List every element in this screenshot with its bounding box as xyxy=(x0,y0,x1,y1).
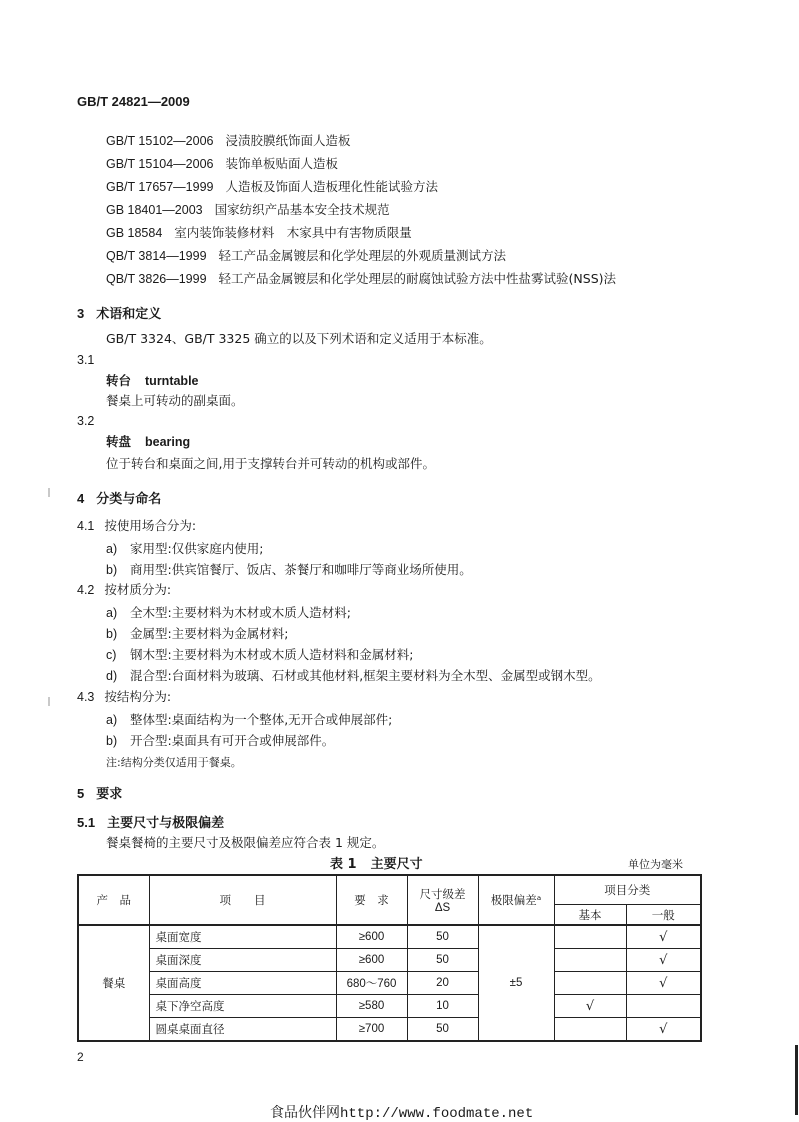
section-intro: GB/T 3324、GB/T 3325 确立的以及下列术语和定义适用于本标准。 xyxy=(106,331,492,346)
list-text: 金属型:主要材料为金属材料; xyxy=(130,626,289,641)
note-text: 注:结构分类仅适用于餐桌。 xyxy=(106,756,242,769)
reference-code: GB/T 17657—1999 xyxy=(106,180,214,194)
subclause-heading xyxy=(77,580,171,598)
clause-title: 按使用场合分为: xyxy=(104,518,197,533)
reference-title: 国家纺织产品基本安全技术规范 xyxy=(214,202,390,217)
reference-item xyxy=(106,177,438,195)
grade-cell: 10 xyxy=(407,995,478,1018)
footer-site-name: 食品伙伴网 xyxy=(270,1105,340,1121)
footer-url: http://www.foodmate.net xyxy=(340,1106,534,1122)
header-item: 项 目 xyxy=(149,875,336,925)
section-heading xyxy=(77,783,122,802)
item-cell: 桌下净空高度 xyxy=(149,995,336,1018)
term-heading xyxy=(106,371,199,389)
list-item xyxy=(106,710,392,728)
term-definition: 位于转台和桌面之间,用于支撑转台并可转动的机构或部件。 xyxy=(106,456,435,471)
deviation-cell: ±5 xyxy=(478,925,554,1041)
requirement-cell: ≥600 xyxy=(336,949,407,972)
clause-title: 主要尺寸与极限偏差 xyxy=(107,816,225,831)
item-cell: 桌面深度 xyxy=(149,949,336,972)
header-grade-symbol: ΔS xyxy=(434,902,451,914)
table-row xyxy=(78,949,701,972)
list-text: 整体型:桌面结构为一个整体,无开合或伸展部件; xyxy=(130,712,393,727)
item-cell: 桌面宽度 xyxy=(149,925,336,949)
table-row xyxy=(78,972,701,995)
term-number xyxy=(77,413,104,428)
general-cell: √ xyxy=(626,972,701,995)
table-caption xyxy=(330,853,423,872)
general-cell xyxy=(626,995,701,1018)
term-definition: 餐桌上可转动的副桌面。 xyxy=(106,393,244,408)
term-chinese: 转盘 xyxy=(106,434,132,449)
table-row xyxy=(78,925,701,949)
grade-cell: 20 xyxy=(407,972,478,995)
grade-cell: 50 xyxy=(407,925,478,949)
list-label: a) xyxy=(106,606,118,620)
table-number: 表 1 xyxy=(330,857,357,872)
clause-number: 4.3 xyxy=(77,690,95,704)
reference-code: GB/T 15104—2006 xyxy=(106,157,214,171)
section-number: 5 xyxy=(77,786,85,801)
basic-cell xyxy=(554,949,626,972)
term-number xyxy=(77,352,104,367)
page-edge-mark xyxy=(795,1045,798,1115)
standard-code-header: GB/T 24821—2009 xyxy=(77,94,190,109)
list-item xyxy=(106,666,601,684)
header-deviation: 极限偏差ᵃ xyxy=(478,875,554,925)
reference-item xyxy=(106,131,351,149)
margin-mark xyxy=(48,697,50,706)
section-heading xyxy=(77,303,161,322)
section-number: 3 xyxy=(77,306,85,321)
list-text: 家用型:仅供家庭内使用; xyxy=(130,541,264,556)
list-label: b) xyxy=(106,734,118,748)
reference-item xyxy=(106,223,412,241)
clause-number: 5.1 xyxy=(77,815,96,830)
list-text: 钢木型:主要材料为木材或木质人造材料和金属材料; xyxy=(130,647,414,662)
clause-number: 3.1 xyxy=(77,353,95,367)
list-item xyxy=(106,603,351,621)
term-english: turntable xyxy=(145,374,199,388)
subclause-heading xyxy=(77,516,196,534)
grade-cell: 50 xyxy=(407,1018,478,1042)
requirement-cell: 680～760 xyxy=(336,972,407,995)
list-label: a) xyxy=(106,713,118,727)
clause-number: 3.2 xyxy=(77,414,95,428)
general-cell: √ xyxy=(626,949,701,972)
basic-cell xyxy=(554,972,626,995)
list-text: 商用型:供宾馆餐厅、饭店、茶餐厅和咖啡厅等商业场所使用。 xyxy=(130,562,472,577)
header-basic: 基本 xyxy=(554,905,626,926)
header-product: 产 品 xyxy=(78,875,149,925)
list-item xyxy=(106,624,288,642)
reference-title: 装饰单板贴面人造板 xyxy=(225,156,338,171)
list-item xyxy=(106,539,263,557)
list-label: c) xyxy=(106,648,117,662)
reference-title: 轻工产品金属镀层和化学处理层的外观质量测试方法 xyxy=(218,248,507,263)
reference-item xyxy=(106,269,616,287)
product-cell: 餐桌 xyxy=(78,925,149,1041)
list-text: 全木型:主要材料为木材或木质人造材料; xyxy=(130,605,351,620)
section-heading xyxy=(77,488,161,507)
reference-code: GB/T 15102—2006 xyxy=(106,134,214,148)
general-cell: √ xyxy=(626,925,701,949)
dimensions-table xyxy=(77,874,702,1042)
term-heading xyxy=(106,432,190,450)
header-requirement: 要 求 xyxy=(336,875,407,925)
subclause-heading xyxy=(77,812,224,831)
list-label: d) xyxy=(106,669,118,683)
table-unit: 单位为毫米 xyxy=(628,858,683,871)
requirement-cell: ≥600 xyxy=(336,925,407,949)
reference-title: 轻工产品金属镀层和化学处理层的耐腐蚀试验方法中性盐雾试验(NSS)法 xyxy=(218,271,617,286)
table-title: 主要尺寸 xyxy=(370,857,423,872)
list-item xyxy=(106,560,472,578)
section-intro: 餐桌餐椅的主要尺寸及极限偏差应符合表 1 规定。 xyxy=(106,835,385,850)
general-cell: √ xyxy=(626,1018,701,1042)
list-label: b) xyxy=(106,563,118,577)
clause-number: 4.2 xyxy=(77,583,95,597)
header-general: 一般 xyxy=(626,905,701,926)
margin-mark xyxy=(48,488,50,497)
reference-title: 人造板及饰面人造板理化性能试验方法 xyxy=(225,179,438,194)
clause-title: 按材质分为: xyxy=(104,582,172,597)
list-item xyxy=(106,731,334,749)
section-title: 分类与命名 xyxy=(96,492,162,507)
clause-number: 4.1 xyxy=(77,519,95,533)
reference-item xyxy=(106,154,338,172)
reference-code: GB 18584 xyxy=(106,226,163,240)
list-label: a) xyxy=(106,542,118,556)
table-row xyxy=(78,995,701,1018)
section-title: 要求 xyxy=(96,787,123,802)
header-category: 项目分类 xyxy=(554,875,701,905)
reference-code: GB 18401—2003 xyxy=(106,203,203,217)
footer-watermark xyxy=(270,1102,533,1122)
list-text: 开合型:桌面具有可开合或伸展部件。 xyxy=(130,733,335,748)
reference-title: 室内装饰装修材料 木家具中有害物质限量 xyxy=(174,225,412,240)
header-grade-label: 尺寸级差 xyxy=(419,887,466,901)
reference-item xyxy=(106,200,390,218)
subclause-heading xyxy=(77,687,171,705)
list-item xyxy=(106,645,413,663)
basic-cell xyxy=(554,1018,626,1042)
list-label: b) xyxy=(106,627,118,641)
section-number: 4 xyxy=(77,491,85,506)
requirement-cell: ≥700 xyxy=(336,1018,407,1042)
reference-code: QB/T 3826—1999 xyxy=(106,272,207,286)
item-cell: 桌面高度 xyxy=(149,972,336,995)
requirement-cell: ≥580 xyxy=(336,995,407,1018)
list-text: 混合型:台面材料为玻璃、石材或其他材料,框架主要材料为全木型、金属型或钢木型。 xyxy=(130,668,601,683)
grade-cell: 50 xyxy=(407,949,478,972)
page-number: 2 xyxy=(77,1050,84,1064)
item-cell: 圆桌桌面直径 xyxy=(149,1018,336,1042)
reference-title: 浸渍胶膜纸饰面人造板 xyxy=(225,133,351,148)
basic-cell xyxy=(554,925,626,949)
section-title: 术语和定义 xyxy=(96,307,162,322)
table-row xyxy=(78,1018,701,1042)
basic-cell: √ xyxy=(554,995,626,1018)
reference-item xyxy=(106,246,506,264)
clause-title: 按结构分为: xyxy=(104,689,172,704)
term-chinese: 转台 xyxy=(106,373,132,388)
header-grade xyxy=(407,875,478,925)
reference-code: QB/T 3814—1999 xyxy=(106,249,207,263)
term-english: bearing xyxy=(145,435,191,449)
